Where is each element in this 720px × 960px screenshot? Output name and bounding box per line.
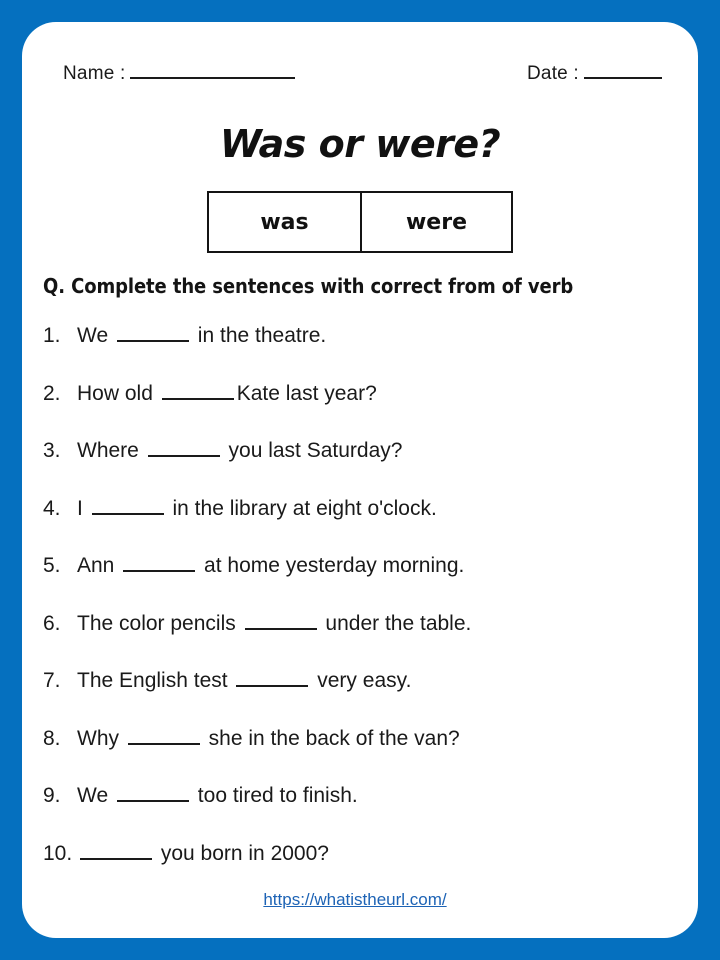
question-text-after-blank: under the table. (319, 611, 472, 635)
question-text (77, 782, 677, 810)
question-text-before-blank: How old (77, 381, 159, 405)
page-title: Was or were? (219, 122, 501, 166)
answer-blank[interactable] (117, 782, 189, 802)
answer-blank[interactable] (128, 725, 200, 745)
question-text-before-blank: I (77, 496, 89, 520)
question-text-before-blank: The English test (77, 669, 234, 692)
question-text-after-blank: she in the back of the van? (202, 726, 460, 750)
question-list (43, 322, 677, 897)
question-row (43, 437, 677, 495)
question-text-before-blank: Ann (77, 554, 121, 577)
question-text-before-blank: The color pencils (77, 611, 242, 635)
name-label: Name : (63, 63, 126, 84)
question-text-before-blank: We (77, 784, 114, 807)
question-row (43, 552, 677, 610)
question-text (77, 840, 677, 868)
instruction-text: Q. Complete the sentences with correct from of verb (43, 274, 574, 298)
question-row (43, 725, 677, 783)
question-text (77, 667, 677, 695)
source-url-link[interactable]: https://whatistheurl.com/ (263, 890, 447, 909)
question-text (77, 380, 677, 408)
word-bank-cell-were: were (360, 193, 511, 251)
question-text-after-blank: in the library at eight o'clock. (166, 496, 437, 520)
question-row (43, 610, 677, 668)
question-text-after-blank: very easy. (311, 669, 412, 692)
question-number: 9. (43, 784, 61, 807)
question-number: 2. (43, 381, 61, 405)
question-number: 5. (43, 554, 61, 577)
name-input-blank[interactable] (130, 60, 295, 79)
answer-blank[interactable] (245, 610, 317, 630)
question-row (43, 322, 677, 380)
question-row (43, 380, 677, 438)
answer-blank[interactable] (148, 437, 220, 457)
question-text (77, 495, 677, 523)
answer-blank[interactable] (80, 840, 152, 860)
question-number: 1. (43, 324, 61, 347)
date-label: Date : (527, 63, 579, 84)
question-text-before-blank: We (77, 324, 114, 347)
answer-blank[interactable] (117, 322, 189, 342)
question-text-after-blank: in the theatre. (191, 324, 327, 347)
name-field (63, 60, 295, 85)
question-text-after-blank: at home yesterday morning. (198, 554, 465, 577)
question-number: 6. (43, 611, 61, 635)
answer-blank[interactable] (123, 552, 195, 572)
question-text-after-blank: you born in 2000? (155, 841, 329, 865)
question-text-before-blank: Where (77, 439, 145, 462)
answer-blank[interactable] (236, 667, 308, 687)
footer (22, 890, 698, 910)
question-text-after-blank: Kate last year? (236, 381, 377, 405)
question-row (43, 667, 677, 725)
question-text-after-blank: you last Saturday? (222, 439, 403, 462)
answer-blank[interactable] (92, 495, 164, 515)
question-text-after-blank: too tired to finish. (191, 784, 358, 807)
question-row (43, 782, 677, 840)
word-bank-cell-was: was (260, 209, 309, 235)
question-text (77, 552, 677, 580)
question-number: 4. (43, 496, 61, 520)
question-text (77, 725, 677, 753)
date-field (527, 60, 662, 85)
question-text (77, 322, 677, 350)
question-row (43, 495, 677, 553)
worksheet-page (22, 22, 698, 938)
question-number: 8. (43, 726, 61, 750)
answer-blank[interactable] (162, 380, 234, 400)
question-text (77, 437, 677, 465)
question-text-before-blank: Why (77, 726, 125, 750)
question-number: 10. (43, 841, 73, 865)
question-row (43, 840, 677, 898)
date-input-blank[interactable] (584, 60, 662, 79)
question-text (77, 610, 677, 638)
question-number: 7. (43, 669, 61, 692)
header-row (42, 60, 682, 94)
question-number: 3. (43, 439, 61, 462)
word-bank-box (207, 191, 513, 253)
